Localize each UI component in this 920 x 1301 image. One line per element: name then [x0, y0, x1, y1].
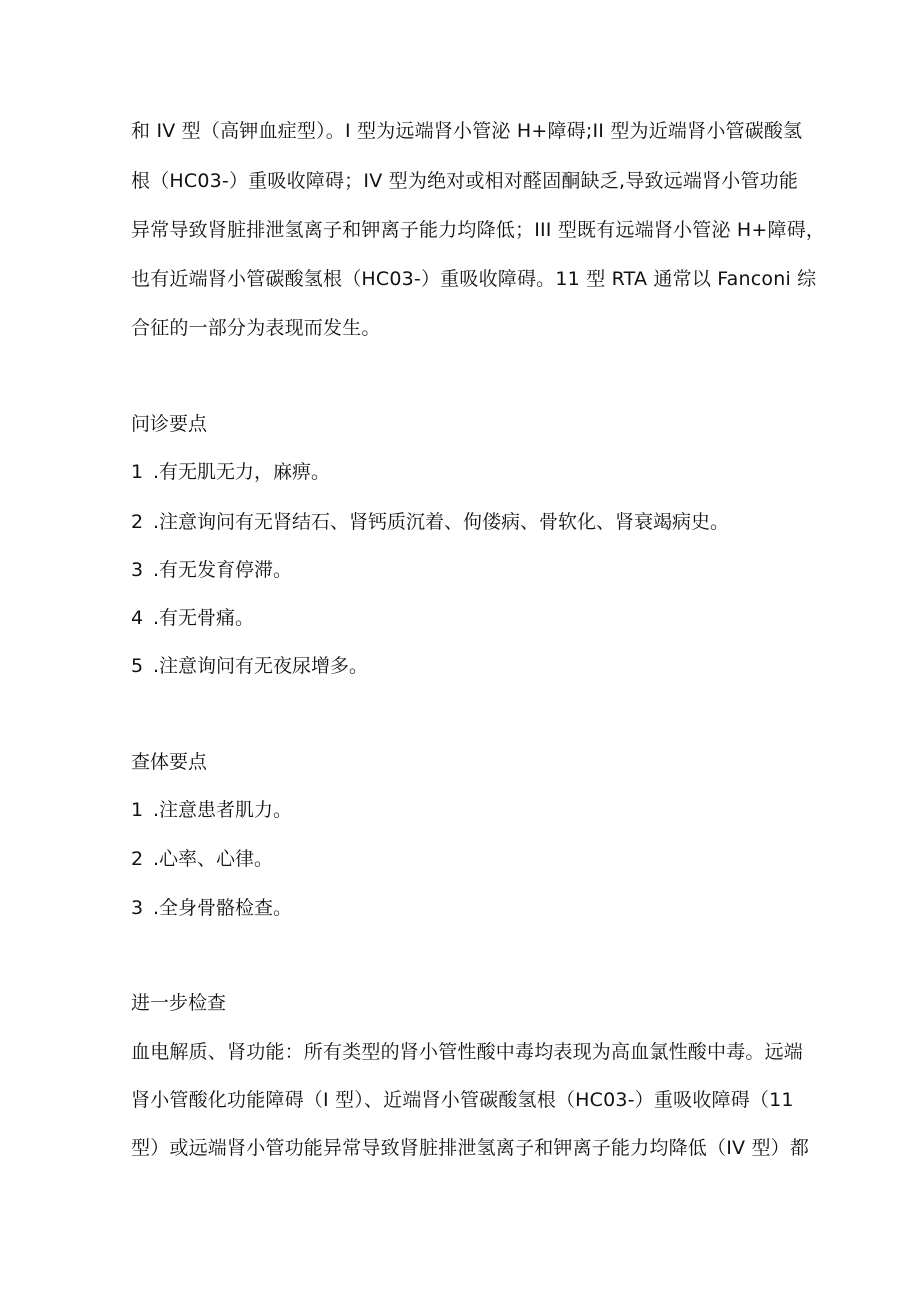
list-item	[131, 654, 368, 678]
intro-line: 异常导致肾脏排泄氢离子和钾离子能力均降低；III 型既有远端肾小管泌 H+障碍，	[131, 219, 826, 241]
history-heading: 问诊要点	[131, 413, 208, 435]
further-exam-line: 型）或远端肾小管功能异常导致肾脏排泄氢离子和钾离子能力均降低（IV 型）都	[131, 1137, 810, 1159]
list-item-text: .注意患者肌力。	[153, 799, 293, 821]
further-exam-line: 血电解质、肾功能：所有类型的肾小管性酸中毒均表现为高血氯性酸中毒。远端	[131, 1041, 804, 1063]
intro-line: 根（HC03-）重吸收障碍；IV 型为绝对或相对醛固酮缺乏,导致远端肾小管功能	[131, 170, 799, 192]
list-item-text: .有无发育停滞。	[153, 559, 293, 581]
further-exam-heading: 进一步检查	[131, 992, 227, 1014]
list-item-number: 4	[131, 607, 144, 629]
list-item	[131, 510, 729, 534]
list-item-text: .有无肌无力，麻痹。	[153, 461, 331, 483]
list-item-number: 1	[131, 461, 144, 483]
intro-line: 也有近端肾小管碳酸氢根（HC03-）重吸收障碍。11 型 RTA 通常以 Fanconi 综	[131, 268, 817, 290]
list-item	[131, 847, 273, 871]
further-exam-line: 肾小管酸化功能障碍（I 型）、近端肾小管碳酸氢根（HC03-）重吸收障碍（11	[131, 1089, 794, 1111]
list-item	[131, 798, 292, 822]
exam-heading: 查体要点	[131, 751, 208, 773]
list-item-text: .心率、心律。	[153, 848, 274, 870]
list-item-number: 5	[131, 655, 144, 677]
list-item-number: 1	[131, 799, 144, 821]
list-item-text: .注意询问有无夜尿增多。	[153, 655, 369, 677]
list-item	[131, 896, 292, 920]
list-item-number: 3	[131, 897, 144, 919]
list-item	[131, 558, 292, 582]
list-item-number: 3	[131, 559, 144, 581]
list-item	[131, 606, 254, 630]
list-item-text: .全身骨骼检查。	[153, 897, 293, 919]
list-item-text: .注意询问有无肾结石、肾钙质沉着、佝偻病、骨软化、肾衰竭病史。	[153, 511, 730, 533]
intro-line: 和 IV 型（高钾血症型）。I 型为远端肾小管泌 H+障碍;II 型为近端肾小管碳酸氢	[131, 120, 803, 142]
list-item	[131, 460, 330, 484]
list-item-number: 2	[131, 848, 144, 870]
list-item-number: 2	[131, 511, 144, 533]
intro-line: 合征的一部分为表现而发生。	[131, 317, 381, 339]
list-item-text: .有无骨痛。	[153, 607, 255, 629]
